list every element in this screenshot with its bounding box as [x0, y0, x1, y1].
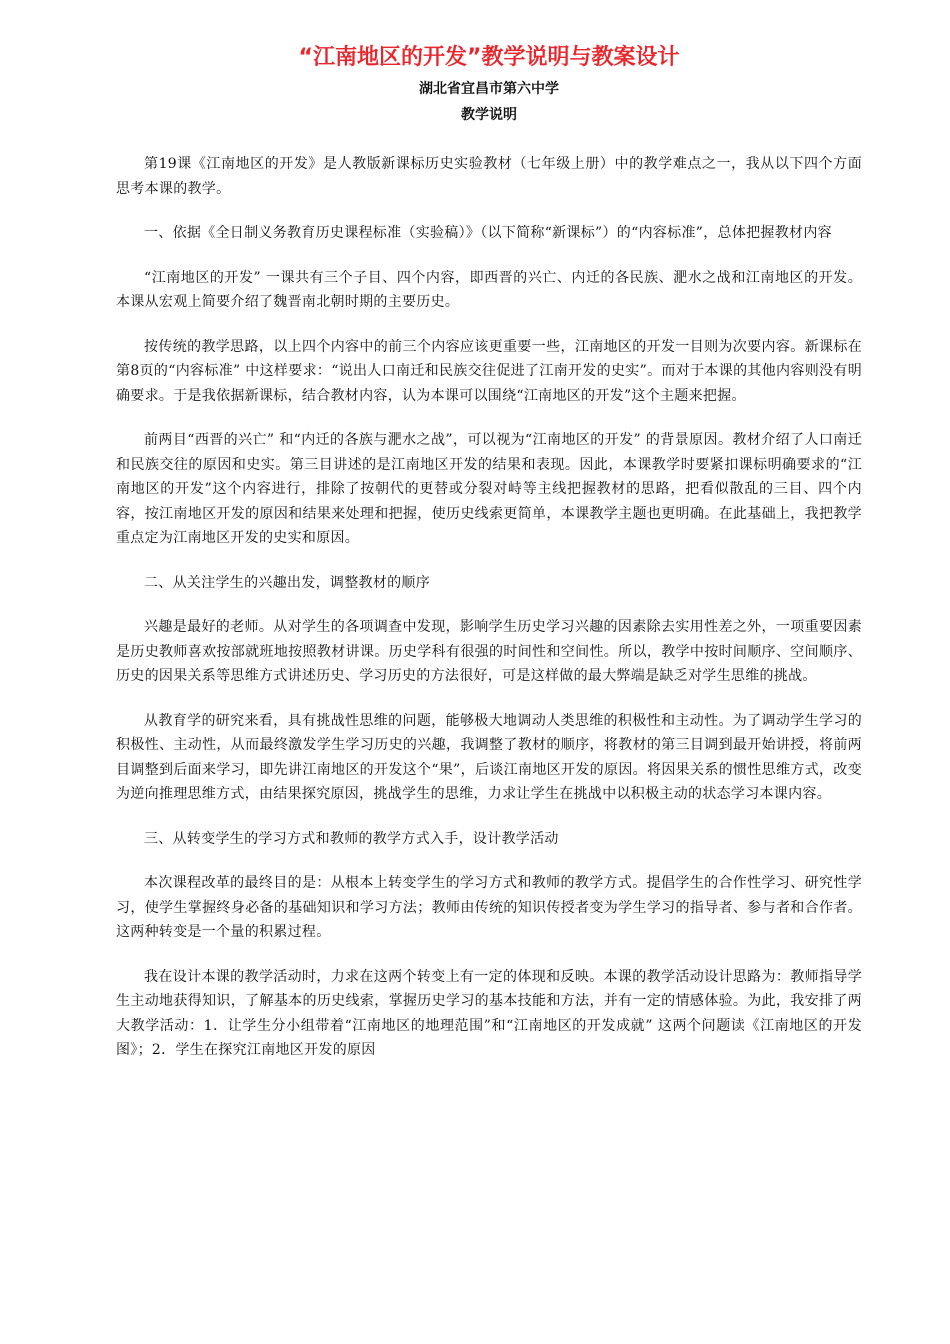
- section-heading: 教学说明: [461, 107, 517, 123]
- paragraph: 本次课程改革的最终目的是：从根本上转变学生的学习方式和教师的教学方式。提倡学生的合作性学习、研究性学习，使学生掌握终身必备的基础知识和学习方法；教师由传统的知识传授者变为学生学习的指导者、参与者和合作者。这两种转变是一个量的积累过程。: [116, 875, 862, 940]
- document-title: “江南地区的开发”教学说明与教案设计: [298, 45, 680, 70]
- paragraph: 按传统的教学思路，以上四个内容中的前三个内容应该更重要一些，江南地区的开发一目则为次要内容。新课标在第8页的“内容标准” 中这样要求：“说出人口南迁和民族交往促进了江南开发的史实”。而对于本课的其他内容则没有明确要求。于是我依据新课标，结合教材内容，认为本课可以围绕“江南地区的开发”这个主题来把握。: [116, 338, 862, 404]
- school-name: 湖北省宜昌市第六中学: [419, 81, 559, 97]
- paragraph: 第19课《江南地区的开发》是人教版新课标历史实验教材（七年级上册）中的教学难点之一，我从以下四个方面思考本课的教学。: [116, 156, 862, 197]
- paragraph: 前两目“西晋的兴亡” 和“内迁的各族与淝水之战”，可以视为“江南地区的开发” 的背景原因。教材介绍了人口南迁和民族交往的原因和史实。第三目讲述的是江南地区开发的结果和表现。因此，本课教学时要紧扣课标明确要求的“江南地区的开发”这个内容进行，排除了按朝代的更替或分裂对峙等主线把握教材的思路，把看似散乱的三目、四个内容，按江南地区开发的原因和结果来处理和把握，使历史线索更简单，本课教学主题也更明确。在此基础上，我把教学重点定为江南地区开发的史实和原因。: [116, 432, 862, 546]
- paragraph: 一、依据《全日制义务教育历史课程标准（实验稿）》（以下简称“新课标”）的“内容标准”，总体把握教材内容: [144, 225, 832, 241]
- paragraph: 从教育学的研究来看，具有挑战性思维的问题，能够极大地调动人类思维的积极性和主动性。为了调动学生学习的积极性、主动性，从而最终激发学生学习历史的兴趣，我调整了教材的顺序，将教材的第三目调到最开始讲授，将前两目调整到后面来学习，即先讲江南地区的开发这个“果”，后谈江南地区开发的原因。将因果关系的惯性思维方式，改变为逆向推理思维方式，由结果探究原因，挑战学生的思维，力求让学生在挑战中以积极主动的状态学习本课内容。: [116, 712, 862, 802]
- paragraph: “江南地区的开发” 一课共有三个子目、四个内容，即西晋的兴亡、内迁的各民族、淝水之战和江南地区的开发。本课从宏观上简要介绍了魏晋南北朝时期的主要历史。: [116, 269, 862, 310]
- paragraph: 我在设计本课的教学活动时，力求在这两个转变上有一定的体现和反映。本课的教学活动设计思路为：教师指导学生主动地获得知识，了解基本的历史线索，掌握历史学习的基本技能和方法，并有一定的情感体验。为此，我安排了两大教学活动：1．让学生分小组带着“江南地区的地理范围”和“江南地区的开发成就” 这两个问题读《江南地区的开发图》；2．学生在探究江南地区开发的原因: [116, 968, 862, 1058]
- paragraph: 兴趣是最好的老师。从对学生的各项调查中发现，影响学生历史学习兴趣的因素除去实用性差之外，一项重要因素是历史教师喜欢按部就班地按照教材讲课。历史学科有很强的时间性和空间性。所以，教学中按时间顺序、空间顺序、历史的因果关系等思维方式讲述历史、学习历史的方法很好，可是这样做的最大弊端是缺乏对学生思维的挑战。: [116, 619, 862, 684]
- paragraph: 二、从关注学生的兴趣出发，调整教材的顺序: [144, 574, 430, 591]
- paragraph: 三、从转变学生的学习方式和教师的教学方式入手，设计教学活动: [144, 830, 559, 847]
